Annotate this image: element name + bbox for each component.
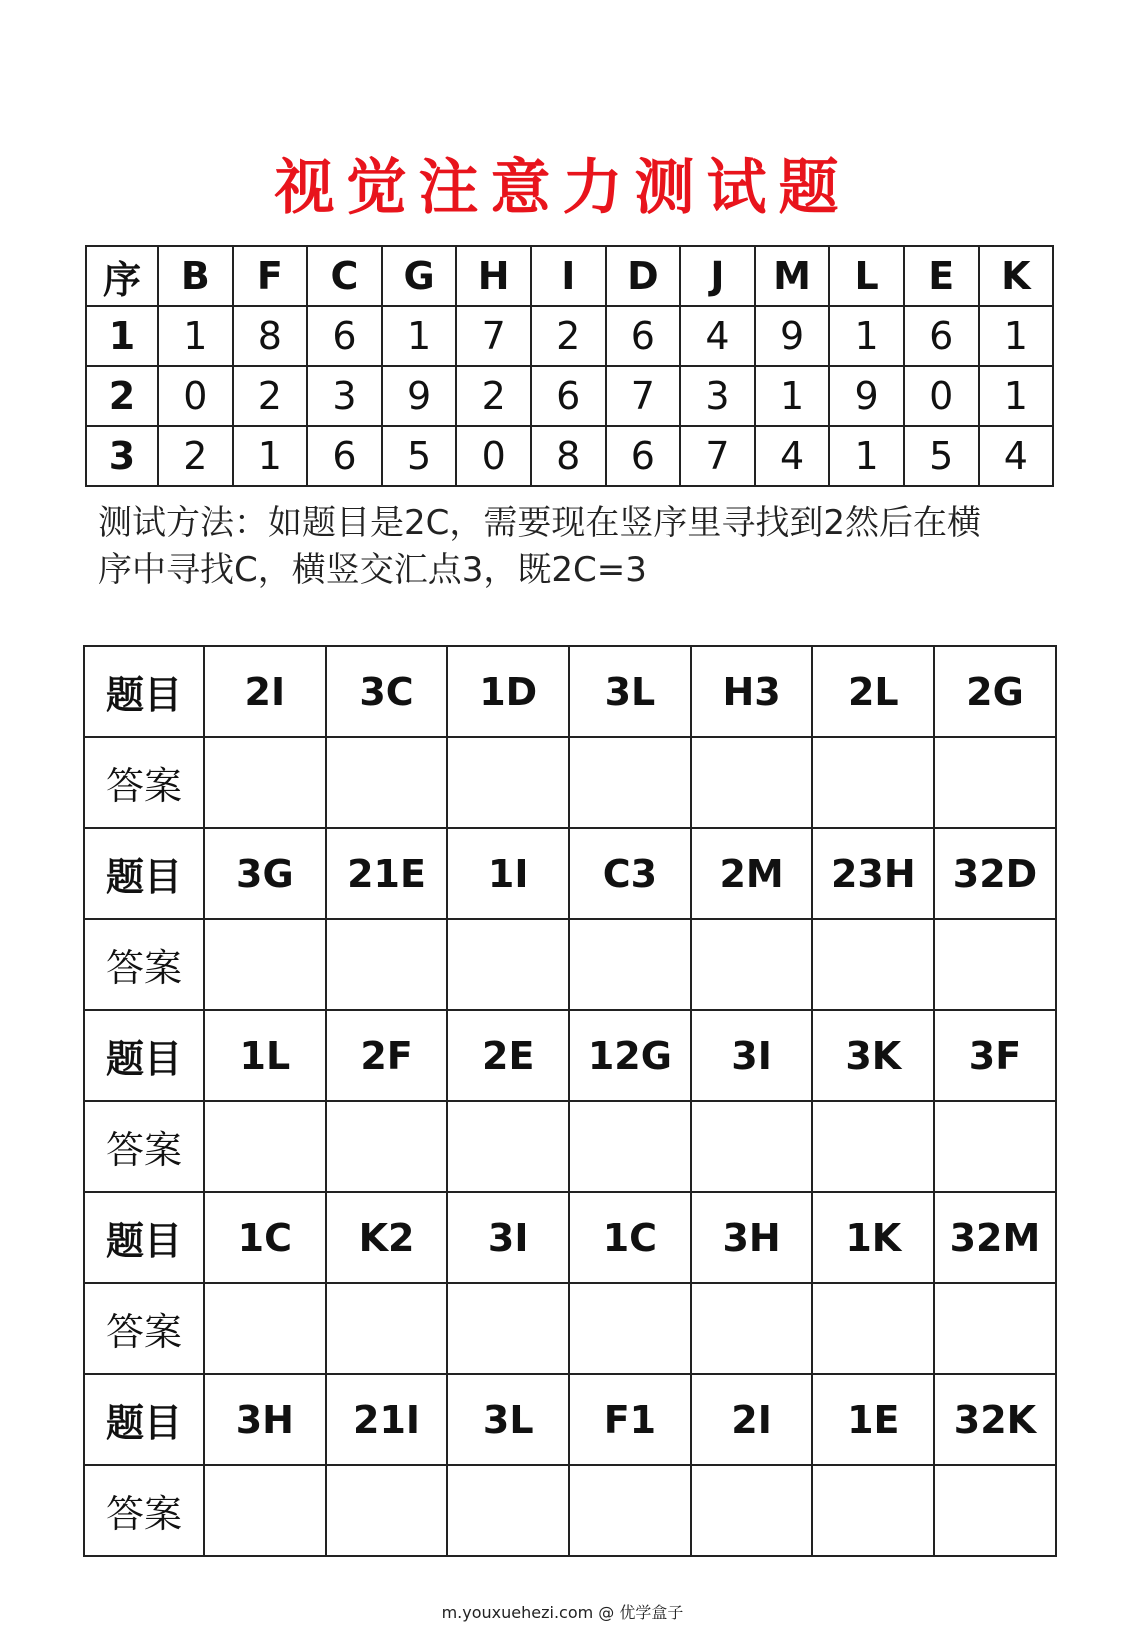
question-cell: 3F (934, 1010, 1056, 1101)
question-cell: 3C (326, 646, 448, 737)
answer-cell[interactable] (326, 1101, 448, 1192)
key-cell: 6 (307, 306, 382, 366)
answer-cell[interactable] (204, 1465, 326, 1556)
question-cell: 21I (326, 1374, 448, 1465)
question-cell: 2M (691, 828, 813, 919)
answer-cell[interactable] (934, 919, 1056, 1010)
footer-source: m.youxuehezi.com @ 优学盒子 (441, 1603, 684, 1622)
key-cell: 2 (456, 366, 531, 426)
question-row (84, 1192, 1056, 1283)
key-cell: 7 (456, 306, 531, 366)
key-cell: 1 (382, 306, 457, 366)
answer-cell[interactable] (447, 737, 569, 828)
answer-cell[interactable] (447, 919, 569, 1010)
answer-cell[interactable] (447, 1101, 569, 1192)
key-column-header: B (158, 246, 233, 306)
question-cell: 1D (447, 646, 569, 737)
key-cell: 1 (829, 426, 904, 486)
question-cell: 2L (812, 646, 934, 737)
key-cell: 6 (904, 306, 979, 366)
key-cell: 9 (829, 366, 904, 426)
answer-cell[interactable] (691, 1465, 813, 1556)
key-row (86, 366, 1053, 426)
question-cell: 3I (447, 1192, 569, 1283)
key-cell: 6 (531, 366, 606, 426)
question-cell: 2G (934, 646, 1056, 737)
answer-cell[interactable] (569, 1283, 691, 1374)
key-cell: 1 (829, 306, 904, 366)
answer-cell[interactable] (812, 1101, 934, 1192)
key-column-header: I (531, 246, 606, 306)
answer-cell[interactable] (691, 737, 813, 828)
answer-cell[interactable] (569, 737, 691, 828)
question-label: 题目 (84, 1374, 204, 1465)
key-cell: 1 (158, 306, 233, 366)
question-label: 题目 (84, 828, 204, 919)
question-cell: 3H (691, 1192, 813, 1283)
key-column-header: K (979, 246, 1054, 306)
key-cell: 7 (606, 366, 681, 426)
quiz-table (83, 645, 1057, 1557)
question-cell: 21E (326, 828, 448, 919)
answer-label: 答案 (84, 1101, 204, 1192)
method-line: 序中寻找C，横竖交汇点3，既2C=3 (98, 550, 647, 590)
answer-label: 答案 (84, 919, 204, 1010)
key-cell: 6 (307, 426, 382, 486)
key-cell: 1 (979, 306, 1054, 366)
question-cell: 12G (569, 1010, 691, 1101)
question-cell: 1E (812, 1374, 934, 1465)
answer-cell[interactable] (204, 919, 326, 1010)
question-label: 题目 (84, 1010, 204, 1101)
key-cell: 0 (456, 426, 531, 486)
key-cell: 8 (233, 306, 308, 366)
question-label: 题目 (84, 1192, 204, 1283)
answer-cell[interactable] (326, 1283, 448, 1374)
answer-cell[interactable] (691, 919, 813, 1010)
key-column-header: D (606, 246, 681, 306)
question-cell: 2I (691, 1374, 813, 1465)
answer-row (84, 1283, 1056, 1374)
question-cell: F1 (569, 1374, 691, 1465)
answer-label: 答案 (84, 1465, 204, 1556)
question-row (84, 646, 1056, 737)
answer-cell[interactable] (691, 1283, 813, 1374)
key-cell: 0 (904, 366, 979, 426)
key-cell: 3 (680, 366, 755, 426)
key-cell: 4 (755, 426, 830, 486)
key-cell: 6 (606, 426, 681, 486)
question-cell: 3H (204, 1374, 326, 1465)
key-cell: 9 (755, 306, 830, 366)
answer-cell[interactable] (691, 1101, 813, 1192)
key-cell: 5 (382, 426, 457, 486)
answer-label: 答案 (84, 737, 204, 828)
question-label: 题目 (84, 646, 204, 737)
key-column-header: H (456, 246, 531, 306)
answer-cell[interactable] (934, 737, 1056, 828)
page-title: 视觉注意力测试题 (274, 153, 851, 223)
key-row-label: 3 (86, 426, 158, 486)
question-row (84, 828, 1056, 919)
key-cell: 9 (382, 366, 457, 426)
answer-cell[interactable] (447, 1283, 569, 1374)
key-row (86, 426, 1053, 486)
answer-cell[interactable] (204, 1283, 326, 1374)
key-row-label: 1 (86, 306, 158, 366)
question-cell: 1K (812, 1192, 934, 1283)
answer-cell[interactable] (326, 919, 448, 1010)
question-cell: 23H (812, 828, 934, 919)
key-cell: 7 (680, 426, 755, 486)
key-row-label: 2 (86, 366, 158, 426)
question-row (84, 1374, 1056, 1465)
answer-cell[interactable] (569, 1465, 691, 1556)
key-corner-cell: 序 (86, 246, 158, 306)
question-cell: 1I (447, 828, 569, 919)
question-cell: 1L (204, 1010, 326, 1101)
answer-cell[interactable] (934, 1283, 1056, 1374)
answer-cell[interactable] (204, 737, 326, 828)
key-cell: 1 (979, 366, 1054, 426)
question-cell: 32D (934, 828, 1056, 919)
key-column-header: M (755, 246, 830, 306)
question-cell: 3L (569, 646, 691, 737)
key-column-header: C (307, 246, 382, 306)
question-row (84, 1010, 1056, 1101)
key-row (86, 306, 1053, 366)
question-cell: K2 (326, 1192, 448, 1283)
key-cell: 1 (233, 426, 308, 486)
answer-cell[interactable] (934, 1101, 1056, 1192)
answer-cell[interactable] (812, 919, 934, 1010)
method-line: 测试方法：如题目是2C，需要现在竖序里寻找到2然后在横 (98, 503, 982, 543)
question-cell: 1C (569, 1192, 691, 1283)
answer-cell[interactable] (447, 1465, 569, 1556)
key-column-header: L (829, 246, 904, 306)
answer-cell[interactable] (569, 1101, 691, 1192)
key-column-header: E (904, 246, 979, 306)
question-cell: 2E (447, 1010, 569, 1101)
question-cell: H3 (691, 646, 813, 737)
question-cell: 3G (204, 828, 326, 919)
answer-row (84, 919, 1056, 1010)
answer-row (84, 737, 1056, 828)
key-column-header: J (680, 246, 755, 306)
answer-cell[interactable] (326, 737, 448, 828)
question-cell: 3K (812, 1010, 934, 1101)
question-cell: 3I (691, 1010, 813, 1101)
question-cell: 32K (934, 1374, 1056, 1465)
test-method-instructions (98, 500, 1088, 594)
key-cell: 2 (233, 366, 308, 426)
answer-cell[interactable] (934, 1465, 1056, 1556)
answer-cell[interactable] (569, 919, 691, 1010)
key-table (85, 245, 1054, 487)
answer-row (84, 1101, 1056, 1192)
key-cell: 2 (531, 306, 606, 366)
answer-row (84, 1465, 1056, 1556)
question-cell: 1C (204, 1192, 326, 1283)
key-cell: 8 (531, 426, 606, 486)
question-cell: 2F (326, 1010, 448, 1101)
answer-cell[interactable] (326, 1465, 448, 1556)
answer-cell[interactable] (812, 1283, 934, 1374)
key-cell: 5 (904, 426, 979, 486)
answer-cell[interactable] (204, 1101, 326, 1192)
answer-label: 答案 (84, 1283, 204, 1374)
question-cell: C3 (569, 828, 691, 919)
key-column-header: G (382, 246, 457, 306)
answer-cell[interactable] (812, 1465, 934, 1556)
key-column-header: F (233, 246, 308, 306)
question-cell: 32M (934, 1192, 1056, 1283)
key-header-row (86, 246, 1053, 306)
key-cell: 3 (307, 366, 382, 426)
key-cell: 4 (680, 306, 755, 366)
answer-cell[interactable] (812, 737, 934, 828)
question-cell: 3L (447, 1374, 569, 1465)
question-cell: 2I (204, 646, 326, 737)
key-cell: 2 (158, 426, 233, 486)
key-cell: 0 (158, 366, 233, 426)
key-cell: 4 (979, 426, 1054, 486)
key-cell: 6 (606, 306, 681, 366)
key-cell: 1 (755, 366, 830, 426)
